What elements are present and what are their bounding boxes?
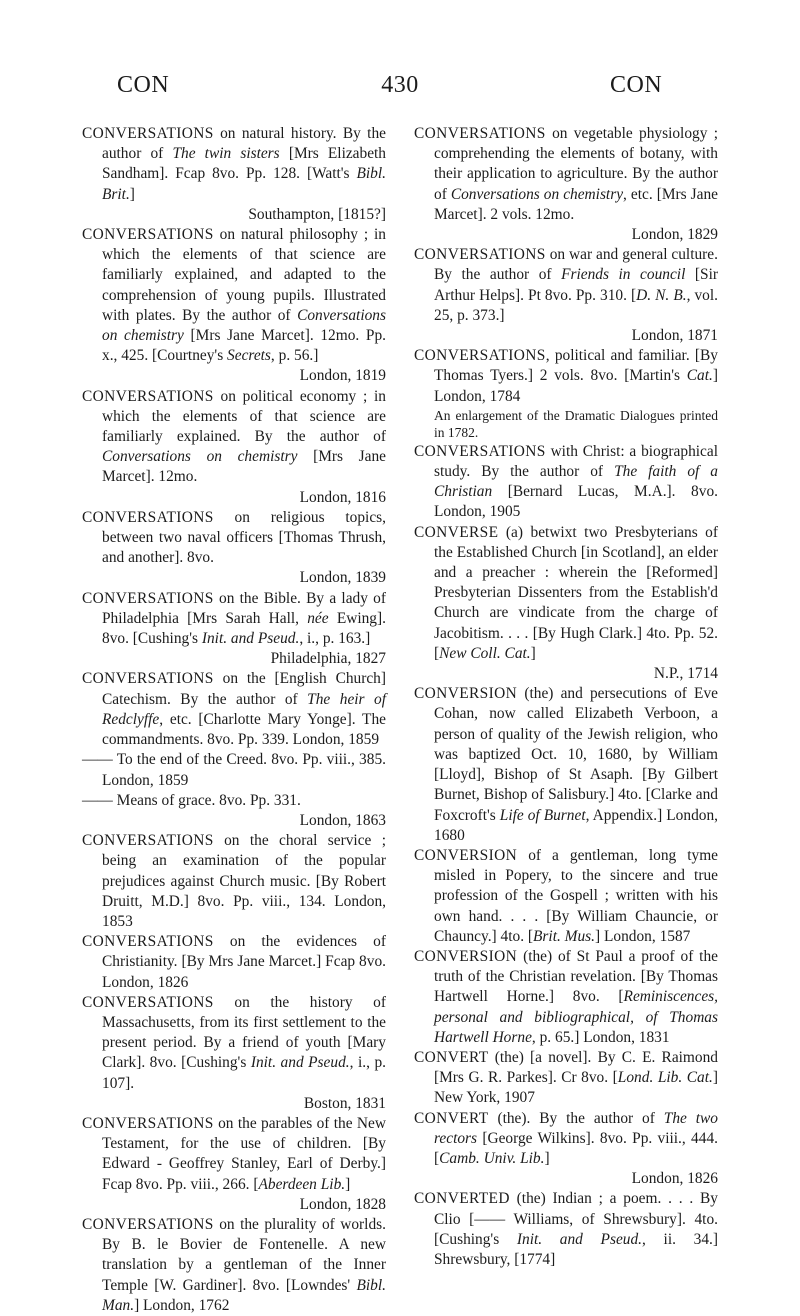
catalogue-entry [414,846,718,947]
catalogue-entry [414,346,718,442]
entry-headword: CONVERSION [414,846,518,864]
running-head-left: CON [117,72,170,98]
entry-headword: CONVERSION [414,947,518,965]
entry-text: on religious topics, between two naval officers [Thomas Thrush, and another]. 8vo. [102,508,386,567]
catalogue-entry [82,932,386,993]
entry-imprint: Philadelphia, 1827 [270,650,386,668]
entry-text: (the) [a novel]. By C. E. Raimond [Mrs G. R. Parkes]. Cr 8vo. [ [434,1048,718,1087]
entry-imprint: London, 1871 [631,327,718,345]
catalogue-entry [82,750,386,790]
entry-title-italic: Init. and Pseud. [201,630,300,648]
entry-text: (a) betwixt two Presbyterians of the Established Church [in Scotland], an elder and a preacher : wherein the [Reformed] Presbyterian Dissenters from the Establish'd Church are vindicate from the charge of Jacobitism. . . . [By Hugh Clark.] 4to. Pp. 52. [ [434,523,718,662]
entry-text: on war and general culture. By the author of [434,246,718,284]
catalogue-entry [82,791,386,831]
entry-text: on vegetable physiology ; comprehending the elements of botany, with their application to agriculture. By the author of [434,125,718,203]
entry-title-italic: Camb. Univ. Lib. [439,1149,545,1167]
entry-title-italic: Conversations on chemistry [102,306,386,345]
entry-headword: CONVERSATIONS [82,1114,214,1132]
entry-title-italic: Conversations on chemistry [102,448,298,466]
entry-text: on the choral service ; being an examination of the popular prejudices against Church music. [By Robert Druitt, M.D.] 8vo. Pp. viii., 134. London, 1853 [102,832,386,930]
entry-text: , p. 56.] [270,347,319,365]
entry-headword: CONVERSATIONS [82,933,214,951]
catalogue-entry [82,589,386,670]
entry-text: on the Bible. By a lady of Philadelphia [Mrs Sarah Hall, [102,589,386,627]
entry-imprint: London, 1819 [299,367,386,385]
entry-title-italic: Reminiscences, personal and bibliographical, of Thomas Hartwell Horne [434,988,718,1046]
entry-text: [Mrs Elizabeth Sandham]. Fcap 8vo. Pp. 128. [Watt's [102,145,386,183]
catalogue-entry [414,947,718,1048]
entry-text: —— To the end of the Creed. 8vo. Pp. viii., 385. London, 1859 [82,751,386,789]
entry-text: on the history of Massachusetts, from its first settlement to the present period. By a friend of youth [Mary Clark]. 8vo. [Cushing's [102,993,386,1072]
entry-text: on political economy ; in which the elements of that science are familiarly explained. By the author of [102,387,386,446]
entry-title-italic: The twin sisters [172,145,280,163]
running-head [0,72,800,112]
entry-text: on natural history. By the author of [102,125,386,163]
entry-headword: CONVERSATIONS [414,246,546,264]
entry-text: [Mrs Jane Marcet]. 12mo. Pp. x., 425. [Courtney's [102,327,386,365]
entry-title-italic: Aberdeen Lib. [258,1175,346,1193]
catalogue-entry [414,1189,718,1270]
entry-text: [George Wilkins]. 8vo. Pp. viii., 444. [ [434,1129,718,1167]
entry-text: , political and familiar. [By Thomas Tyers.] 2 vols. 8vo. [Martin's [434,347,718,385]
entry-title-italic: The two rectors [434,1109,719,1147]
entry-text: ] [530,644,536,662]
entry-text: ] London, 1762 [134,1296,230,1314]
catalogue-entry [414,1048,718,1109]
entry-headword: CONVERSATIONS [82,993,214,1011]
entry-title-italic: Bibl. Man. [102,1276,386,1314]
entry-text: ] New York, 1907 [434,1069,719,1107]
entry-imprint: N.P., 1714 [653,665,718,683]
entry-title-italic: Friends in council [561,266,686,284]
entry-title-italic: Conversations on chemistry [450,185,624,203]
entry-text: , vol. 25, p. 373.] [434,286,718,324]
catalogue-entry [414,442,718,523]
entry-headword: CONVERSATIONS [82,1215,214,1233]
entry-headword: CONVERSATIONS [82,832,214,850]
entry-text: on the [English Church] Catechism. By the author of [102,670,386,708]
catalogue-entry [414,245,718,346]
entry-headword: CONVERSATIONS [414,442,546,460]
entry-text: , i., p. 107]. [102,1054,387,1092]
entry-text: , p. 65.] London, 1831 [531,1028,670,1046]
entry-text: (the) and persecutions of Eve Cohan, now called Elizabeth Verboon, a person of quality of the Jewish religion, who was baptized Oct. 10, 1680, by William [Lloyd], Bishop of St Asaph. [By Gilbert Burnet, Bishop of Salisbury.] 4to. [Clarke and Foxcroft's [434,685,718,824]
catalogue-entry [82,831,386,932]
entry-headword: CONVERSION [414,685,518,703]
entry-text: (the). By the author of [488,1109,664,1127]
entry-title-italic: Lond. Lib. Cat. [617,1069,713,1087]
entry-imprint: London, 1829 [631,226,718,244]
entry-headword: CONVERT [414,1048,489,1066]
entry-title-italic: The faith of a Christian [434,463,719,501]
entry-title-italic: Secrets [227,347,271,365]
entry-headword: CONVERSATIONS [82,226,214,244]
entry-title-italic: Cat. [686,367,713,385]
entry-text: (the) Indian ; a poem. . . . By Clio [—— Williams, of Shrewsbury]. 4to. [Cushing's [434,1190,718,1248]
catalogue-entry [82,387,386,508]
catalogue-entry [414,684,718,846]
entry-title-italic: née [307,609,329,627]
entry-text: (the) of St Paul a proof of the truth of the Christian revelation. [By Thomas Hartwell Horne.] 8vo. [ [434,947,718,1006]
catalogue-entry [414,523,718,685]
catalogue-entry [414,124,718,245]
entry-headword: CONVERSATIONS [82,508,214,526]
entry-title-italic: Brit. Mus. [533,927,596,945]
entry-text: [Bernard Lucas, M.A.]. 8vo. London, 1905 [434,483,718,521]
entry-text: ] [544,1149,550,1167]
entry-title-italic: Bibl. Brit. [102,165,386,203]
entry-text: —— Means of grace. 8vo. Pp. 331. [82,791,301,809]
catalogue-entry [82,124,386,225]
entry-imprint: London, 1826 [631,1170,718,1188]
entry-text: Ewing]. 8vo. [Cushing's [102,609,386,648]
catalogue-entry [82,993,386,1114]
entry-text: on the evidences of Christianity. [By Mrs Jane Marcet.] Fcap 8vo. London, 1826 [102,933,386,991]
entry-headword: CONVERSATIONS [414,125,546,142]
entry-text: ] [129,185,135,203]
entry-headword: CONVERSATIONS [82,387,214,405]
entry-imprint: Boston, 1831 [303,1094,386,1112]
entry-headword: CONVERT [414,1109,489,1127]
catalogue-entry [82,1114,386,1215]
entry-text: ] London, 1587 [595,927,691,945]
entry-text: on natural philosophy ; in which the elements of that science are familiarly explained, and adapted to the comprehension of young pupils. Illustrated with plates. By the author of [102,226,386,324]
entry-title-italic: The heir of Redclyffe [102,690,386,728]
page-number: 430 [381,72,419,98]
entry-headword: CONVERSATIONS [82,125,214,142]
entry-imprint: London, 1816 [299,488,386,506]
entry-title-italic: Init. and Pseud. [250,1054,350,1072]
entry-imprint: Southampton, [1815?] [248,205,386,223]
catalogue-entry [82,225,386,387]
catalogue-entry [82,508,386,589]
entry-title-italic: Life of Burnet [499,806,586,824]
entry-title-italic: Init. and Pseud. [516,1230,643,1248]
entry-text: with Christ: a biographical study. By the author of [434,442,718,481]
entry-text: ] [345,1175,351,1193]
entry-text: , etc. [Charlotte Mary Yonge]. The commandments. 8vo. Pp. 339. London, 1859 [102,710,386,749]
entry-text: on the plurality of worlds. By B. le Bovier de Fontenelle. A new translation by a gentleman of the Inner Temple [W. Gardiner]. 8vo. [Lowndes' [102,1215,386,1294]
entry-text: , ii. 34.] Shrewsbury, [1774] [434,1230,718,1268]
entry-imprint: London, 1863 [299,811,386,829]
entry-text: [Sir Arthur Helps]. Pt 8vo. Pp. 310. [ [434,266,718,304]
catalogue-entry [414,1109,718,1190]
entry-text: , Appendix.] London, 1680 [434,806,718,844]
entry-headword: CONVERSATIONS [82,589,214,607]
entry-text: , i., p. 163.] [299,630,371,648]
entry-note: An enlargement of the Dramatic Dialogues printed in 1782. [434,407,718,441]
entry-headword: CONVERSE [414,523,499,541]
entry-text: , etc. [Mrs Jane Marcet]. 2 vols. 12mo. [434,185,718,223]
entry-imprint: London, 1839 [299,569,386,587]
entry-imprint: London, 1828 [299,1195,386,1213]
entry-text: on the parables of the New Testament, for the use of children. [By Edward - Geoffrey Stanley, Earl of Derby.] Fcap 8vo. Pp. viii., 266. [ [102,1114,386,1193]
left-column [82,124,386,1316]
entry-title-italic: D. N. B. [636,286,687,304]
entry-headword: CONVERSATIONS [414,347,546,365]
running-head-right: CON [610,72,663,98]
entry-text: [Mrs Jane Marcet]. 12mo. [102,448,386,486]
entry-text: ] London, 1784 [434,367,718,405]
entry-headword: CONVERSATIONS [82,670,214,688]
right-column [414,124,718,1270]
catalogue-entry [82,1215,386,1316]
entry-text: of a gentleman, long tyme misled in Popery, to the sincere and true profession of the Gospell ; written with his own hand. . . . [By William Chauncie, or Chauncy.] 4to. [ [434,846,718,945]
catalogue-entry [82,669,386,750]
entry-headword: CONVERTED [414,1190,510,1208]
entry-title-italic: New Coll. Cat. [439,644,531,662]
